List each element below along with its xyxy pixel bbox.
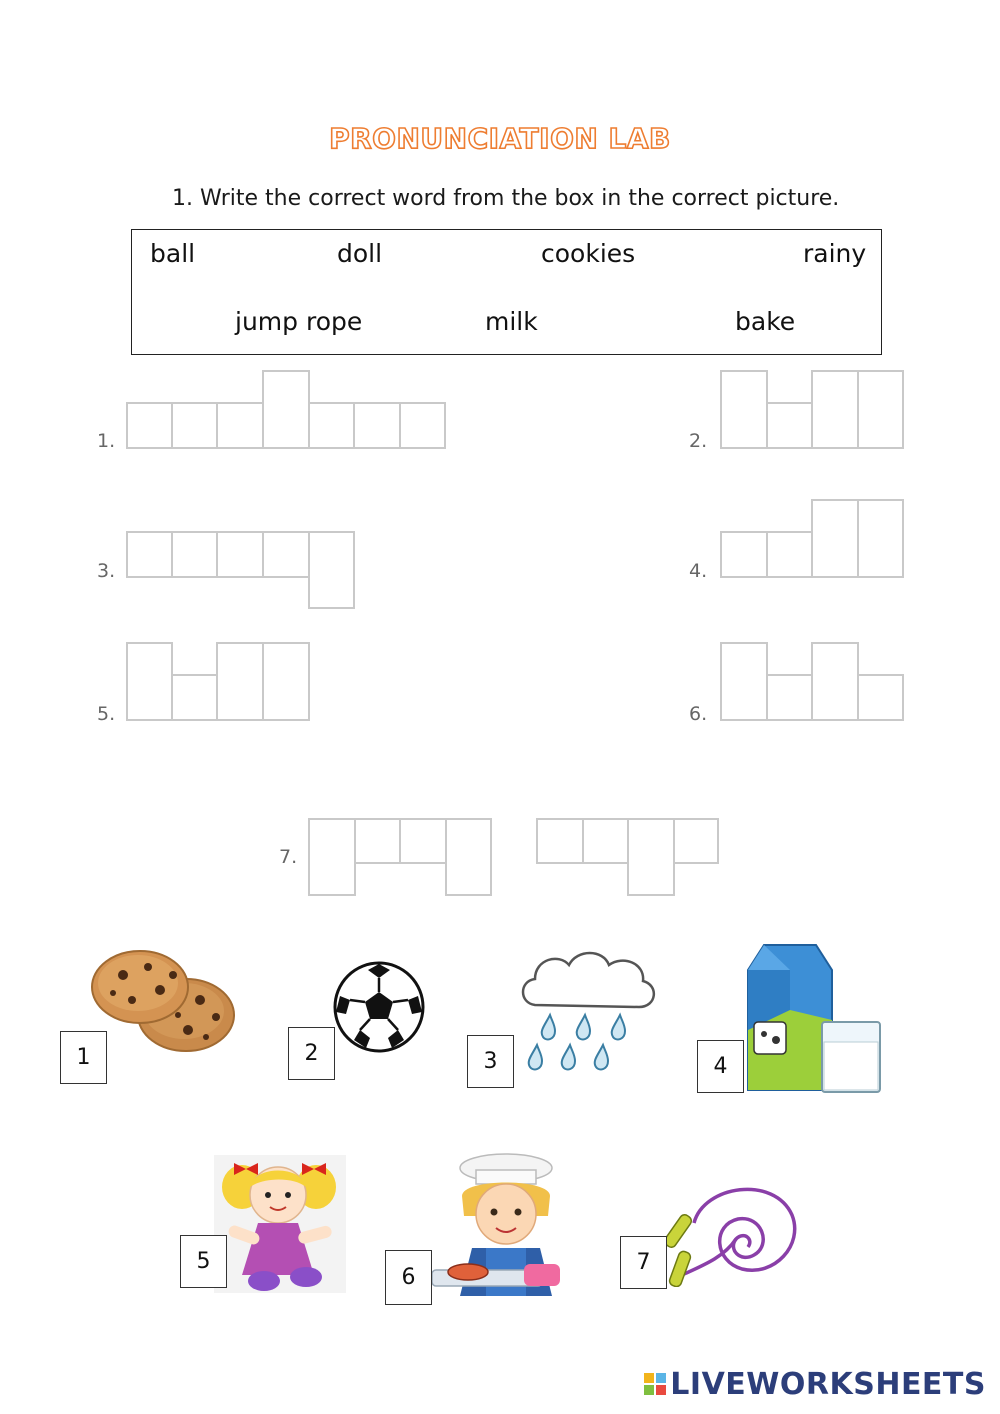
- baker-picture: [432, 1152, 578, 1296]
- puzzle-number: 4.: [689, 560, 708, 582]
- letter-cell[interactable]: [766, 674, 813, 721]
- letter-cell[interactable]: [720, 531, 768, 578]
- letter-cell-tall[interactable]: [262, 642, 310, 721]
- puzzle-number: 7.: [279, 846, 298, 868]
- rain-cloud-picture: [515, 945, 661, 1077]
- word-doll: doll: [337, 239, 383, 268]
- brand-name: LIVEWORKSHEETS: [670, 1367, 986, 1402]
- letter-cell[interactable]: [216, 402, 264, 449]
- milk-carton-picture: [744, 940, 884, 1096]
- brand-footer: [644, 1367, 986, 1402]
- letter-cell[interactable]: [126, 531, 173, 578]
- letter-cell-tall[interactable]: [811, 499, 859, 578]
- cookies-picture: [88, 945, 240, 1055]
- letter-cell[interactable]: [353, 402, 401, 449]
- word-ball: ball: [150, 239, 196, 268]
- letter-cell[interactable]: [171, 531, 218, 578]
- doll-picture: [214, 1155, 346, 1293]
- letter-cell-tall[interactable]: [857, 499, 904, 578]
- letter-cell[interactable]: [262, 531, 310, 578]
- letter-cell[interactable]: [766, 531, 813, 578]
- letter-cell[interactable]: [673, 818, 719, 864]
- letter-cell[interactable]: [766, 402, 813, 449]
- jump-rope-picture: [664, 1165, 804, 1287]
- puzzle-number: 1.: [97, 430, 116, 452]
- word-cookies: cookies: [541, 239, 636, 268]
- letter-cell-tall[interactable]: [308, 531, 355, 609]
- letter-cell-tall[interactable]: [445, 818, 492, 896]
- picture-label-6: 6: [385, 1250, 432, 1305]
- liveworksheets-logo-icon: [644, 1373, 666, 1397]
- picture-label-5: 5: [180, 1235, 227, 1288]
- letter-cell-tall[interactable]: [720, 642, 768, 721]
- puzzle-number: 3.: [97, 560, 116, 582]
- word-jump-rope: jump rope: [235, 307, 363, 336]
- page-title: PRONUNCIATION LAB: [329, 122, 671, 155]
- letter-cell-tall[interactable]: [720, 370, 768, 449]
- letter-cell-tall[interactable]: [126, 642, 173, 721]
- letter-cell[interactable]: [399, 402, 446, 449]
- word-milk: milk: [485, 307, 538, 336]
- letter-cell[interactable]: [582, 818, 629, 864]
- word-rainy: rainy: [803, 239, 867, 268]
- letter-cell[interactable]: [216, 531, 264, 578]
- letter-cell[interactable]: [857, 674, 904, 721]
- letter-cell-tall[interactable]: [216, 642, 264, 721]
- letter-cell-tall[interactable]: [811, 642, 859, 721]
- puzzle-number: 2.: [689, 430, 708, 452]
- picture-label-3: 3: [467, 1035, 514, 1088]
- word-box: [131, 229, 882, 355]
- puzzle-number: 6.: [689, 703, 708, 725]
- soccer-ball-picture: [332, 960, 426, 1054]
- letter-cell[interactable]: [171, 674, 218, 721]
- letter-cell-tall[interactable]: [262, 370, 310, 449]
- instruction-text: 1. Write the correct word from the box in the correct picture.: [172, 186, 840, 211]
- letter-cell[interactable]: [399, 818, 447, 864]
- picture-label-4: 4: [697, 1040, 744, 1093]
- letter-cell[interactable]: [126, 402, 173, 449]
- word-bake: bake: [735, 307, 796, 336]
- picture-label-7: 7: [620, 1236, 667, 1289]
- puzzle-number: 5.: [97, 703, 116, 725]
- letter-cell-tall[interactable]: [308, 818, 356, 896]
- letter-cell[interactable]: [171, 402, 218, 449]
- letter-cell[interactable]: [536, 818, 584, 864]
- letter-cell-tall[interactable]: [857, 370, 904, 449]
- picture-label-2: 2: [288, 1027, 335, 1080]
- letter-cell[interactable]: [308, 402, 355, 449]
- letter-cell[interactable]: [354, 818, 401, 864]
- picture-label-1: 1: [60, 1031, 107, 1084]
- letter-cell-tall[interactable]: [627, 818, 675, 896]
- letter-cell-tall[interactable]: [811, 370, 859, 449]
